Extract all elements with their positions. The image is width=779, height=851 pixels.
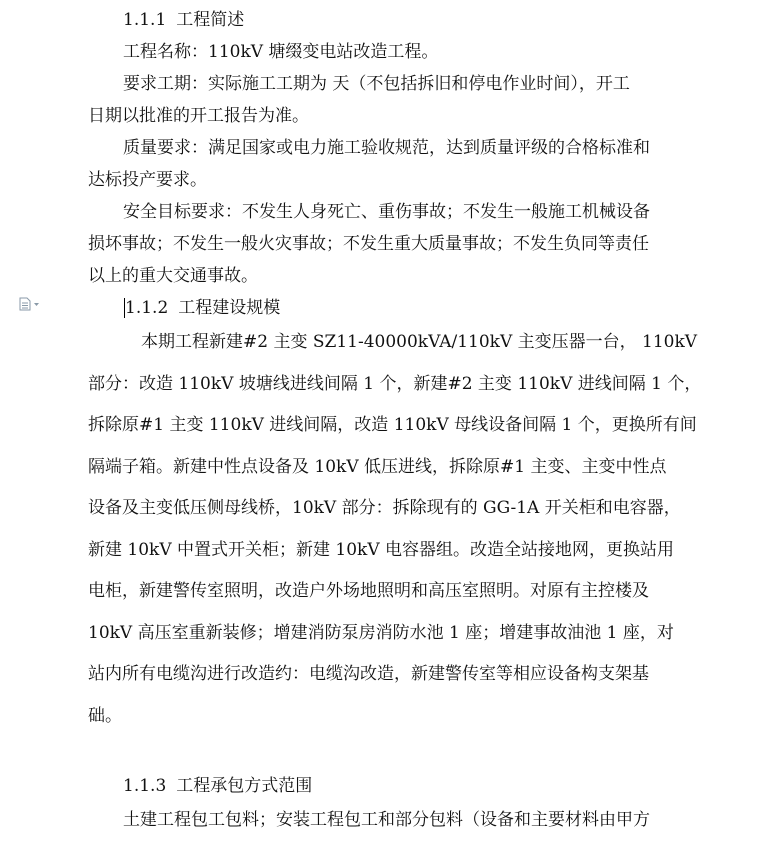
text-line: 日期以批准的开工报告为准。 [88,106,309,126]
text-line: 电柜，新建警传室照明，改造户外场地照明和高压室照明。对原有主控楼及 [88,581,649,601]
text-line: 部分：改造 110kV 坡塘线进线间隔 1 个，新建#2 主变 110kV 进线间隔 1 个， [88,374,702,394]
text-line: 10kV 高压室重新装修；增建消防泵房消防水池 1 座；增建事故油池 1 座，对 [88,623,674,643]
text-line: 础。 [88,706,122,726]
text-line: 站内所有电缆沟进行改造约：电缆沟改造，新建警传室等相应设备构支架基 [88,664,649,684]
section-heading-1-1-1 [123,8,244,32]
text-line: 设备及主变低压侧母线桥，10kV 部分：拆除现有的 GG-1A 开关柜和电容器， [88,498,681,518]
section-title: 工程承包方式范围 [176,776,313,796]
text-line: 损坏事故；不发生一般火灾事故；不发生重大质量事故；不发生负同等责任 [88,234,649,254]
text-line: 工程名称：110kV 塘缀变电站改造工程。 [123,42,439,62]
section-number: 1.1.2 [125,298,169,318]
text-line: 达标投产要求。 [88,170,207,190]
text-line: 拆除原#1 主变 110kV 进线间隔，改造 110kV 母线设备间隔 1 个，更换所有间 [88,415,697,435]
text-line: 安全目标要求：不发生人身死亡、重伤事故；不发生一般施工机械设备 [123,202,650,222]
section-number: 1.1.3 [123,776,167,796]
section-title: 工程简述 [176,10,245,30]
text-line: 要求工期：实际施工工期为 天（不包括拆旧和停电作业时间），开工 [123,74,630,94]
text-line: 质量要求：满足国家或电力施工验收规范，达到质量评级的合格标准和 [123,138,650,158]
document-icon[interactable] [18,297,42,311]
section-heading-1-1-2 [125,296,280,320]
text-line: 以上的重大交通事故。 [88,266,258,286]
text-line: 本期工程新建#2 主变 SZ11-40000kVA/110kV 主变压器一台， 110kV [141,332,698,352]
section-number: 1.1.1 [123,10,167,30]
section-heading-1-1-3 [123,774,312,798]
section-title: 工程建设规模 [178,298,281,318]
text-line: 土建工程包工包料；安装工程包工和部分包料（设备和主要材料由甲方 [123,810,650,830]
text-line: 隔端子箱。新建中性点设备及 10kV 低压进线，拆除原#1 主变、主变中性点 [88,457,667,477]
text-line: 新建 10kV 中置式开关柜；新建 10kV 电容器组。改造全站接地网，更换站用 [88,540,675,560]
